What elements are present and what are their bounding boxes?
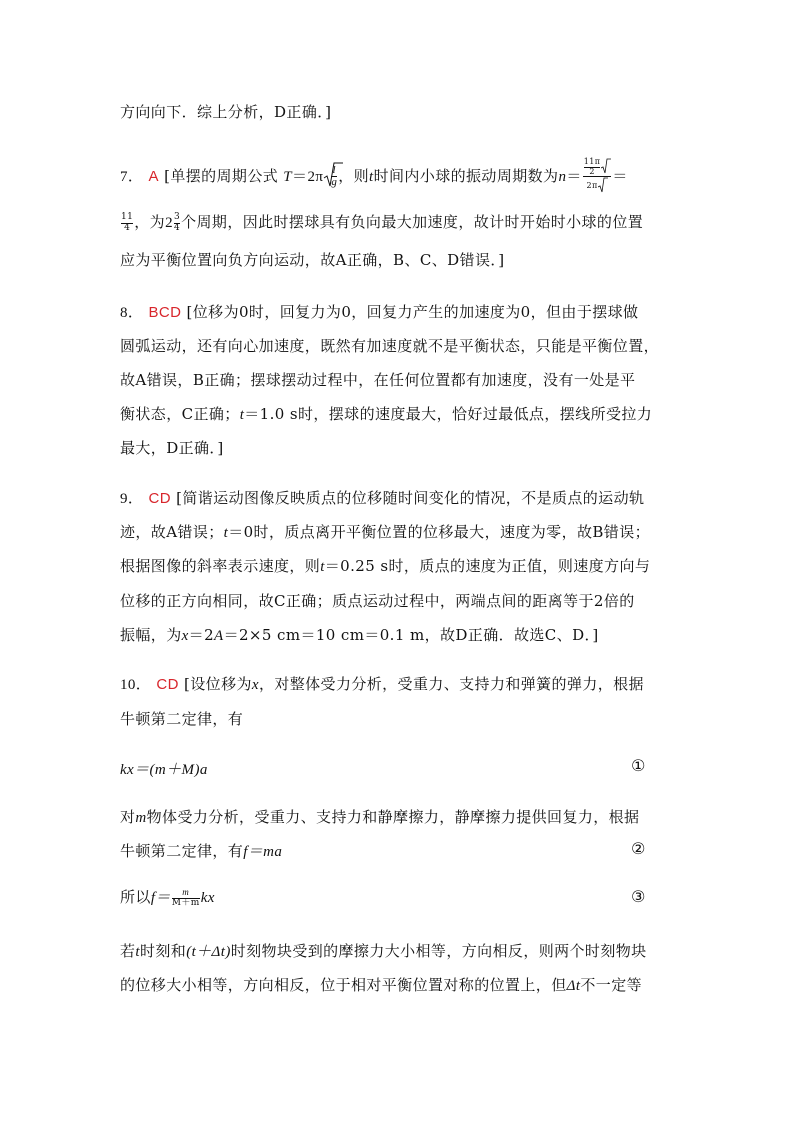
question-number: 8． <box>120 305 144 321</box>
fraction-11-4: $\frac{11}{4}$ <box>121 212 134 233</box>
equation: kx＝(m＋M)a <box>120 762 208 778</box>
sqrt-fraction <box>331 165 337 189</box>
text: ＝1.0 s时，摆球的速度最大，恰好过最低点，摆线所受拉力 <box>244 405 653 423</box>
equation-1 <box>120 758 208 779</box>
fraction-top: $\frac{11\pi}{2}$ <box>583 157 601 176</box>
q8-line-3 <box>120 369 635 390</box>
q9-line-3 <box>120 555 650 576</box>
fraction-n: $\frac{\frac{11\pi}{2}}{2\pi}$ <box>583 158 612 196</box>
text: ＝0时，质点离开平衡位置的位移最大，速度为零，故B错误； <box>228 523 650 541</box>
text-line <box>120 101 331 122</box>
q10-line-5 <box>120 886 215 908</box>
text: [位移为0时，回复力为0，回复力产生的加速度为0，但由于摆球做 <box>186 303 639 321</box>
text: 位移的正方向相同，故C正确；质点运动过程中，两端点间的距离等于2倍的 <box>120 592 635 610</box>
math-var: A <box>214 628 224 644</box>
text: [单摆的周期公式 <box>164 166 279 185</box>
math-var: Δt <box>566 978 581 994</box>
q7-line-1 <box>120 158 628 196</box>
q10-line-3 <box>120 806 639 827</box>
question-number: 10． <box>120 677 152 693</box>
text: 振幅，为 <box>120 626 182 644</box>
q10-line-2 <box>120 708 243 729</box>
math-text: 2 <box>165 215 173 231</box>
equation: kx <box>200 890 215 906</box>
q9-line-5 <box>120 624 599 645</box>
text: ＝0.25 s时，质点的速度为正值，则速度方向与 <box>324 557 651 575</box>
math-var: t <box>239 407 245 423</box>
answer-label: BCD <box>148 304 182 321</box>
math-var: x <box>181 628 189 644</box>
text: ，则 <box>338 166 370 185</box>
math-var: T <box>283 168 293 185</box>
text: 故A错误，B正确；摆球摆动过程中，在任何位置都有加速度，没有一处是平 <box>120 371 636 389</box>
text: 物体受力分析，受重力、支持力和静摩擦力，静摩擦力提供回复力，根据 <box>146 808 640 826</box>
math-var: m <box>135 810 147 826</box>
text: 牛顿第二定律，有 <box>120 842 244 860</box>
text: 圆弧运动，还有向心加速度，既然有加速度就不是平衡状态，只能是平衡位置， <box>120 337 660 355</box>
q9-line-4 <box>120 590 635 611</box>
text: [简谐运动图像反映质点的位移随时间变化的情况，不是质点的运动轨 <box>176 489 645 507</box>
math-text: ＝2π <box>292 168 324 185</box>
fraction-m-over-M-plus-m: $\frac{m}{M+m}$ <box>171 887 200 908</box>
equation-marker: ③ <box>631 887 646 906</box>
text: 应为平衡位置向负方向运动，故A正确，B、C、D错误．] <box>120 251 505 269</box>
math-var: t <box>320 559 325 575</box>
math-var: g <box>331 176 338 189</box>
equation-marker: ② <box>631 839 646 858</box>
text: 最大，D正确．] <box>120 439 224 457</box>
text: 衡状态，C正确； <box>120 405 240 423</box>
math-text: ＝ <box>566 166 582 185</box>
text: 若 <box>120 942 136 960</box>
text: 个周期，因此时摆球具有负向最大加速度，故计时开始时小球的位置 <box>181 213 644 231</box>
text: [设位移为 <box>184 675 252 693</box>
answer-label: CD <box>148 490 171 507</box>
q10-line-1 <box>120 673 644 694</box>
math-var: t <box>223 525 229 541</box>
text: ，对整体受力分析，受重力、支持力和弹簧的弹力，根据 <box>258 675 644 693</box>
equation: f＝ma <box>243 844 283 860</box>
q8-line-5 <box>120 437 224 458</box>
text: 根据图像的斜率表示速度，则 <box>120 557 321 575</box>
q7-line-3 <box>120 249 505 270</box>
q8-line-1 <box>120 301 638 322</box>
text: 对 <box>120 808 136 826</box>
math-var: x <box>251 677 259 693</box>
q8-line-4 <box>120 403 652 424</box>
q8-line-2 <box>120 335 659 356</box>
math-text: ＝2 <box>188 626 215 644</box>
text: 时间内小球的振动周期数为 <box>373 166 559 185</box>
equation-marker: ① <box>631 756 646 775</box>
text: 时刻和 <box>139 942 187 960</box>
math-text: ＝ <box>612 166 628 185</box>
text: 迹，故A错误； <box>120 523 224 541</box>
math-var: (t＋Δt) <box>186 944 231 960</box>
text: 的位移大小相等，方向相反，位于相对平衡位置对称的位置上，但 <box>120 976 567 994</box>
equation: f＝ <box>150 890 171 906</box>
q10-line-7 <box>120 974 642 995</box>
math-var: t <box>369 168 374 185</box>
text: 不一定等 <box>580 976 642 994</box>
text: ＝2×5 cm＝10 cm＝0.1 m，故D正确．故选C、D．] <box>223 626 599 644</box>
q9-line-1 <box>120 487 644 508</box>
text: ，为 <box>134 213 166 231</box>
fraction-3-4: $\frac{3}{4}$ <box>173 212 181 233</box>
text: 牛顿第二定律，有 <box>120 710 244 728</box>
question-number: 9． <box>120 491 144 507</box>
text: 方向向下．综上分析，D正确．] <box>120 103 332 121</box>
text: 时刻物块受到的摩擦力大小相等，方向相反，则两个时刻物块 <box>230 942 647 960</box>
q7-line-2 <box>120 211 643 233</box>
answer-label: A <box>148 167 159 185</box>
q10-line-6 <box>120 940 647 961</box>
question-number: 7． <box>120 168 144 185</box>
math-var: t <box>135 944 140 960</box>
q10-line-4 <box>120 840 282 861</box>
text: 所以 <box>120 888 151 906</box>
math-var: n <box>558 168 567 185</box>
q9-line-2 <box>120 521 650 542</box>
answer-label: CD <box>156 676 179 693</box>
math-var: l <box>332 163 337 176</box>
